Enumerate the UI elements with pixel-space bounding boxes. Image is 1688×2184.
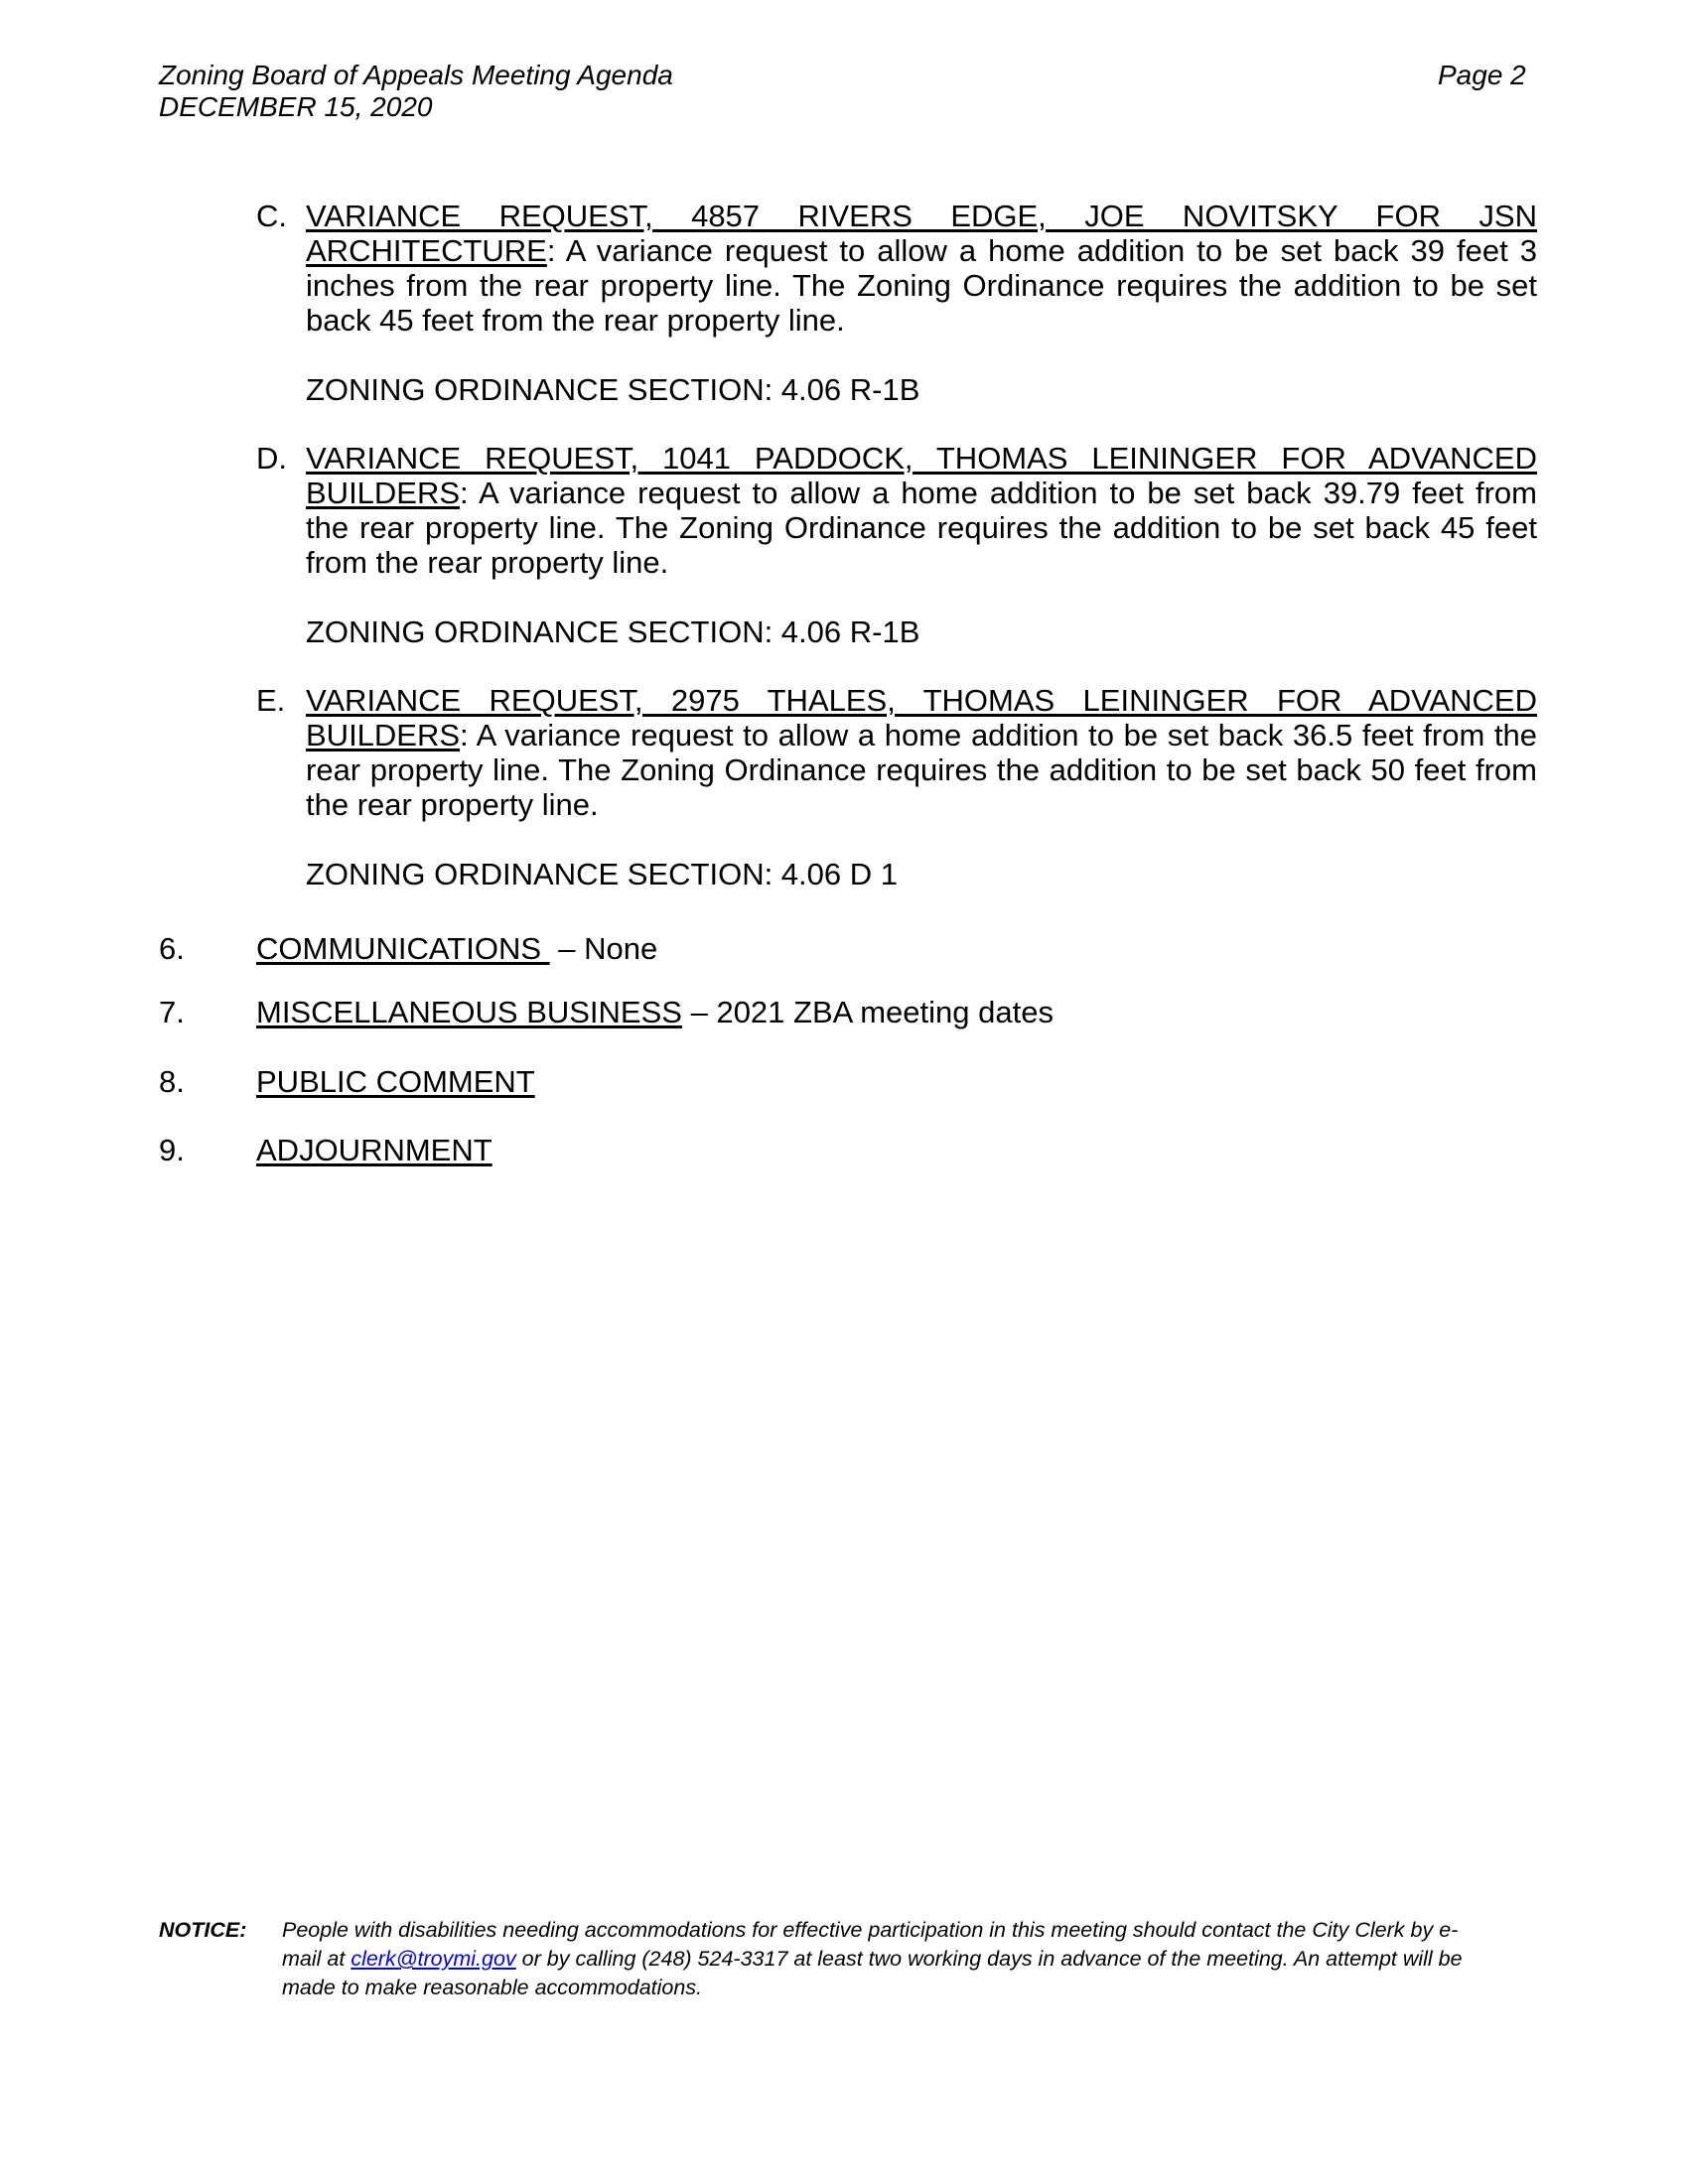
item-number: 8. xyxy=(159,1064,185,1099)
item-paragraph: VARIANCE REQUEST, 2975 THALES, THOMAS LEININGER FOR ADVANCED BUILDERS: A variance request to allow a home addition to be set back 36.5 feet from the rear property line. The Zoning Ordinance requires the addition to be set back 50 feet from the rear property line. xyxy=(306,683,1538,822)
accessibility-notice xyxy=(159,1916,1489,2002)
item-heading: ADJOURNMENT xyxy=(256,1133,492,1167)
ordinance-section-d: ZONING ORDINANCE SECTION: 4.06 R-1B xyxy=(306,614,920,649)
item-heading: VARIANCE REQUEST, 4857 RIVERS EDGE, JOE NOVITSKY FOR JSN ARCHITECTURE xyxy=(306,199,1537,268)
ordinance-section-e: ZONING ORDINANCE SECTION: 4.06 D 1 xyxy=(306,857,898,891)
item-description: A variance request to allow a home addition to be set back 36.5 feet from the rear property line. The Zoning Ordinance requires the addition to be set back 50 feet from the rear property line. xyxy=(306,718,1538,822)
item-letter: E. xyxy=(256,683,286,718)
item-detail: – 2021 ZBA meeting dates xyxy=(690,995,1054,1029)
notice-text xyxy=(282,1916,1489,2002)
notice-text-start: People with disabilities needing accommodations for effective participation in this meeting should contact the City Clerk by e-mail at xyxy=(282,1918,1459,1971)
item-heading: COMMUNICATIONS xyxy=(256,931,550,966)
item-heading: MISCELLANEOUS BUSINESS xyxy=(256,995,682,1029)
item-paragraph: VARIANCE REQUEST, 4857 RIVERS EDGE, JOE NOVITSKY FOR JSN ARCHITECTURE: A variance request to allow a home addition to be set back 39 feet 3 inches from the rear property line. The Zoning Ordinance requires the addition to be set back 45 feet from the rear property line. xyxy=(306,199,1537,338)
document-title: Zoning Board of Appeals Meeting Agenda xyxy=(159,60,673,90)
notice-label: NOTICE: xyxy=(159,1918,247,1942)
item-letter: C. xyxy=(256,199,287,233)
item-heading: VARIANCE REQUEST, 2975 THALES, THOMAS LEININGER FOR ADVANCED BUILDERS xyxy=(306,683,1537,752)
item-letter: D. xyxy=(256,441,287,476)
item-heading: PUBLIC COMMENT xyxy=(256,1064,535,1099)
variance-item-c xyxy=(256,199,1537,338)
variance-item-e xyxy=(256,683,1537,822)
item-heading: VARIANCE REQUEST, 1041 PADDOCK, THOMAS LEININGER FOR ADVANCED BUILDERS xyxy=(306,441,1537,510)
item-description: A variance request to allow a home addition to be set back 39 feet 3 inches from the rear property line. The Zoning Ordinance requires the addition to be set back 45 feet from the rear property line. xyxy=(306,233,1537,338)
item-number: 6. xyxy=(159,931,185,966)
meeting-date: DECEMBER 15, 2020 xyxy=(159,91,433,122)
notice-text-end: or by calling (248) 524-3317 at least two working days in advance of the meeting. An attempt will be made to make reasonable accommodations. xyxy=(282,1947,1463,1999)
variance-item-d xyxy=(256,441,1537,580)
clerk-email-link[interactable]: clerk@troymi.gov xyxy=(351,1947,516,1971)
page-header xyxy=(159,60,673,123)
item-paragraph: VARIANCE REQUEST, 1041 PADDOCK, THOMAS LEININGER FOR ADVANCED BUILDERS: A variance request to allow a home addition to be set back 39.79 feet from the rear property line. The Zoning Ordinance requires the addition to be set back 45 feet from the rear property line. xyxy=(306,441,1537,580)
item-detail: – None xyxy=(558,931,658,966)
item-number: 7. xyxy=(159,995,185,1029)
item-number: 9. xyxy=(159,1133,185,1167)
item-description: A variance request to allow a home addition to be set back 39.79 feet from the rear property line. The Zoning Ordinance requires the addition to be set back 45 feet from the rear property line. xyxy=(306,476,1537,580)
ordinance-section-c: ZONING ORDINANCE SECTION: 4.06 R-1B xyxy=(306,372,920,407)
page-number: Page 2 xyxy=(1438,60,1526,90)
